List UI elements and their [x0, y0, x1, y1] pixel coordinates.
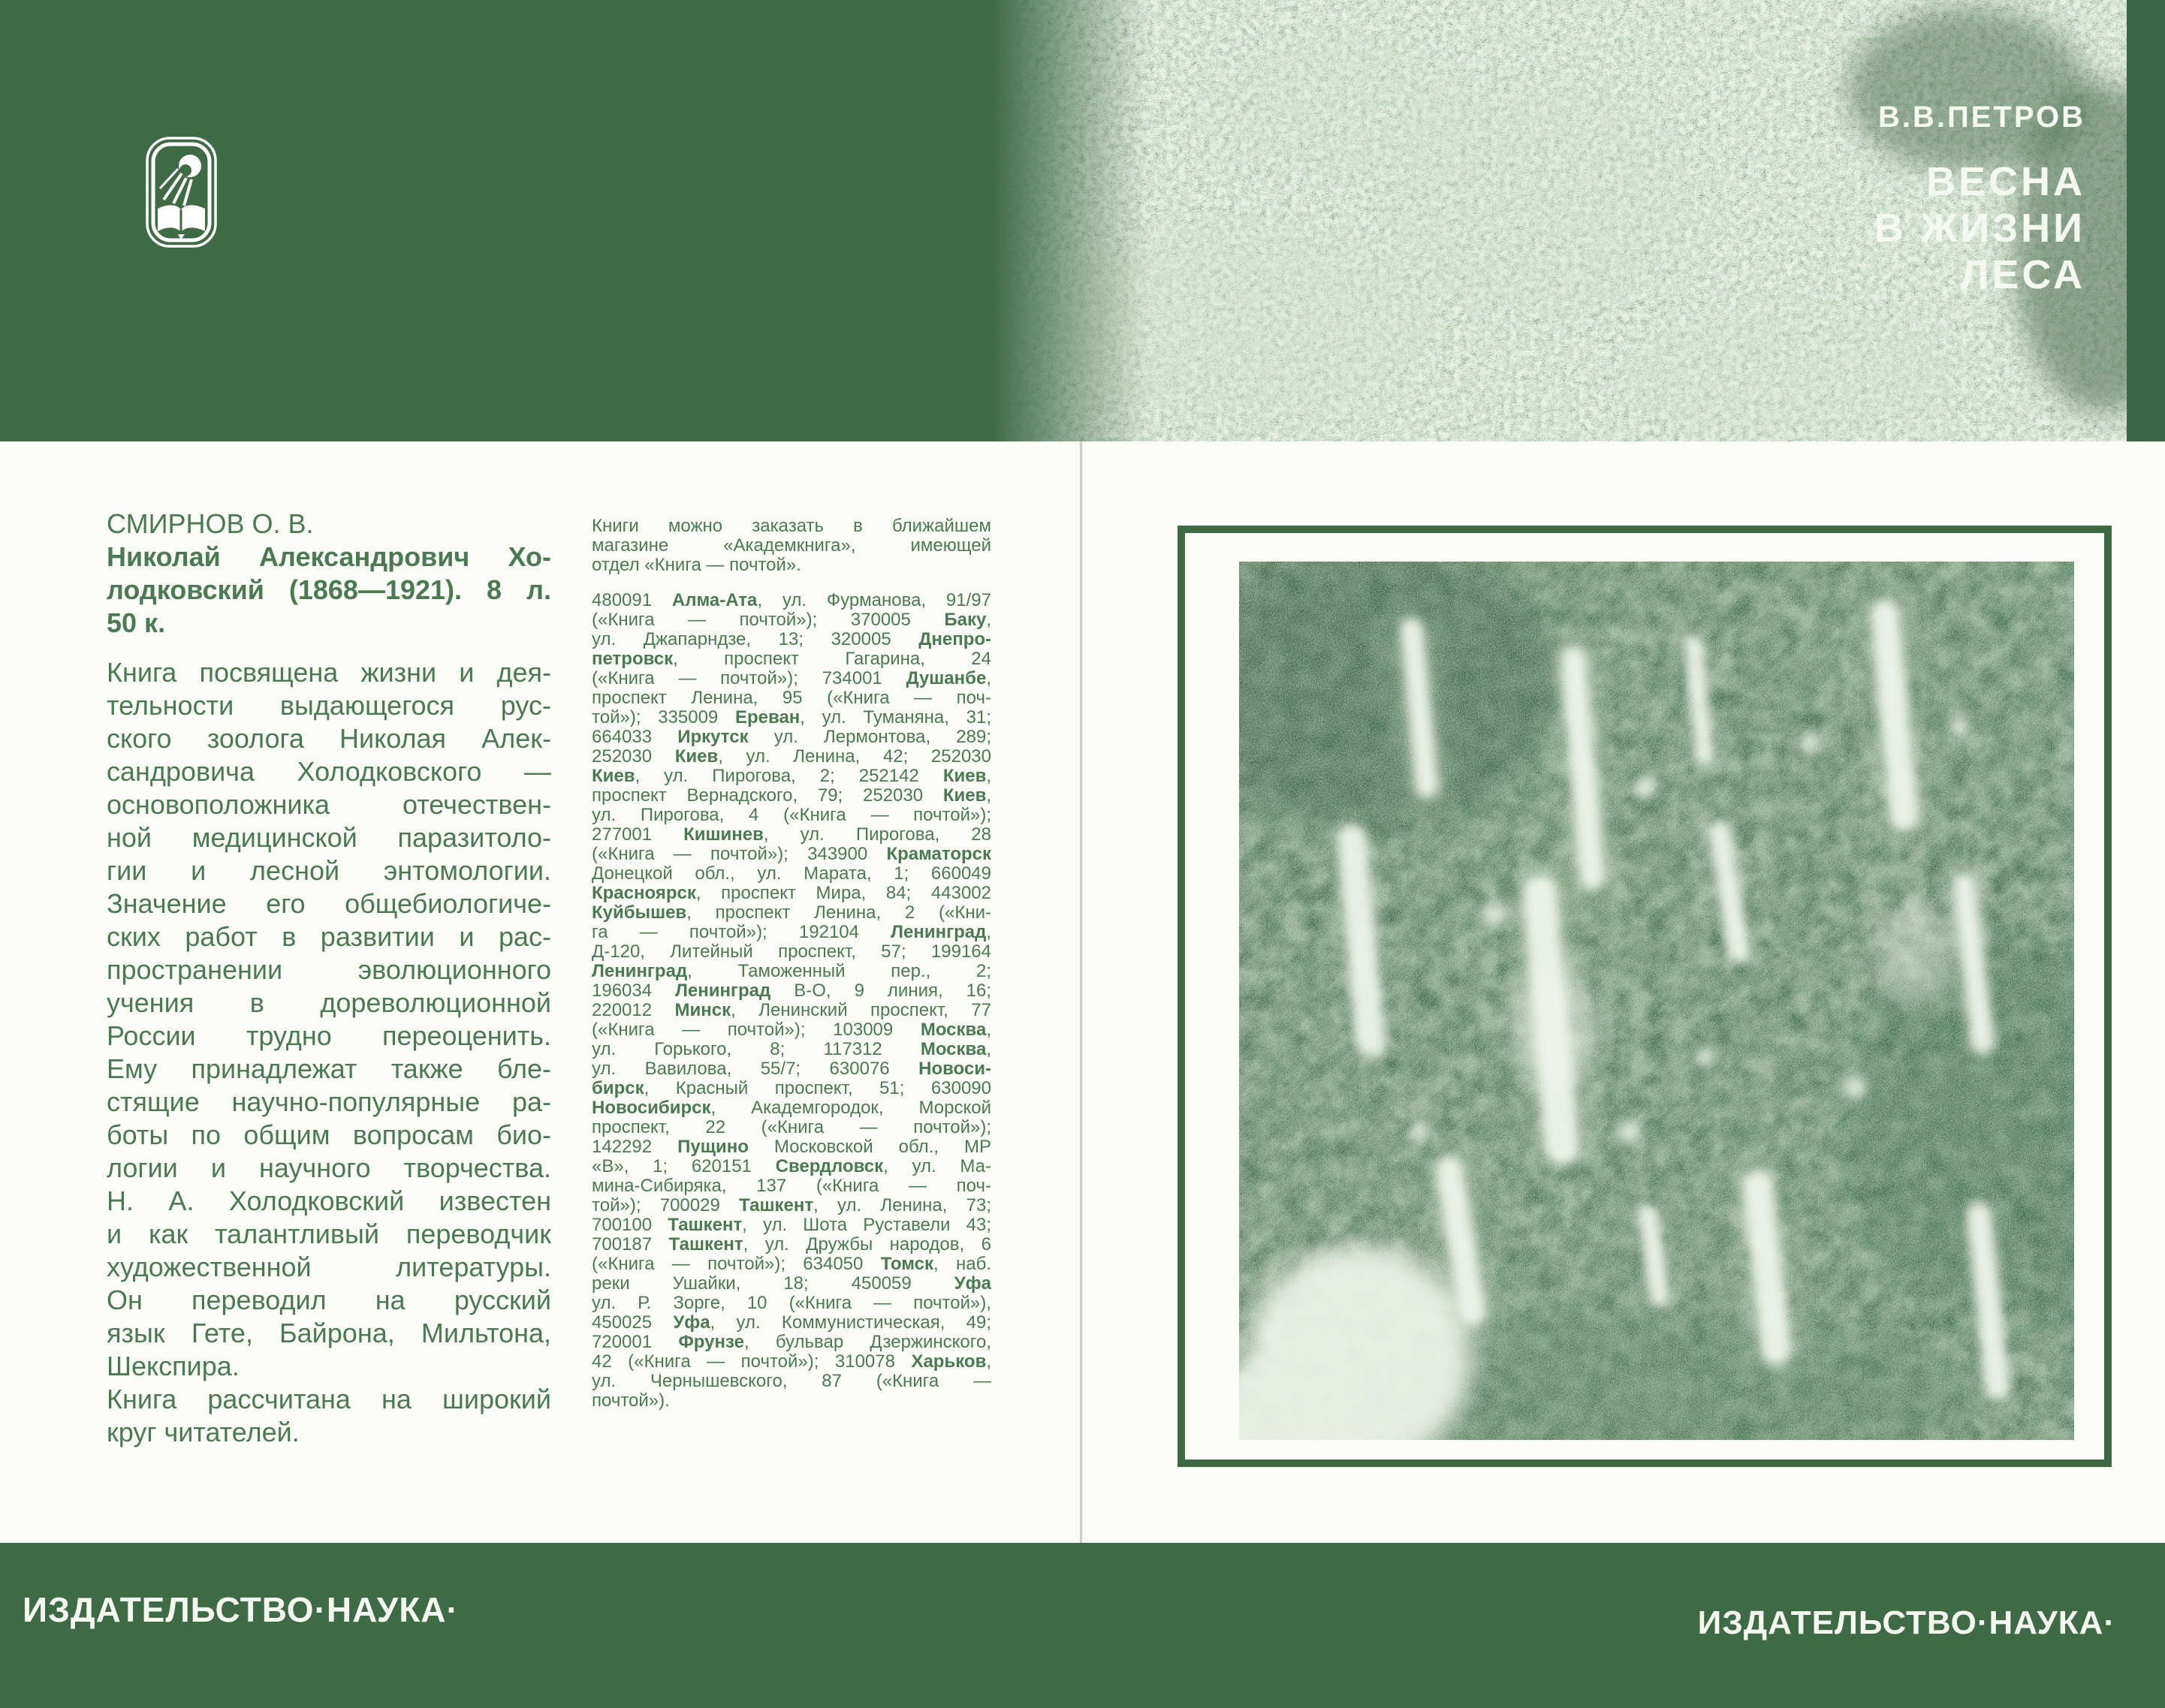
text-line: Значение его общебиологиче- — [107, 888, 551, 919]
text-line: 450025 Уфа, ул. Коммунистическая, 49; — [592, 1312, 991, 1333]
text-line: Куйбышев, проспект Ленина, 2 («Кни- — [592, 902, 991, 923]
nauka-logo-icon — [145, 136, 218, 249]
text-line: логии и научного творчества. — [107, 1152, 551, 1183]
text-line: учения в дореволюционной — [107, 987, 551, 1018]
text-line: («Книга — почтой»); 734001 Душанбе, — [592, 668, 991, 688]
text-line: «В», 1; 620151 Свердловск, ул. Ма- — [592, 1156, 991, 1176]
cover-title — [1874, 158, 2085, 298]
paragraph — [592, 591, 991, 1411]
text-line: Донецкой обл., ул. Марата, 1; 660049 — [592, 863, 991, 884]
text-line: Красноярск, проспект Мира, 84; 443002 — [592, 883, 991, 903]
text-line: боты по общим вопросам био- — [107, 1119, 551, 1150]
back-cover-left-column — [107, 508, 551, 1449]
text-line: стящие научно-популярные ра- — [107, 1086, 551, 1117]
spine-crease-line — [1080, 439, 1082, 1543]
text-line: язык Гете, Байрона, Мильтона, — [107, 1318, 551, 1348]
text-line: ских работ в развитии и рас- — [107, 921, 551, 952]
text-line: Д-120, Литейный проспект, 57; 199164 — [592, 941, 991, 962]
text-line: сандровича Холодковского — — [107, 756, 551, 787]
text-line: 42 («Книга — почтой»); 310078 Харьков, — [592, 1351, 991, 1372]
back-cover-address-column — [592, 517, 991, 1411]
text-line: Новосибирск, Академгородок, Морской — [592, 1098, 991, 1118]
text-line: тельности выдающегося рус- — [107, 690, 551, 721]
paragraph — [107, 656, 551, 1383]
text-line: ул. Вавилова, 55/7; 630076 Новоси- — [592, 1059, 991, 1079]
text-line: («Книга — почтой»); 343900 Краматорск — [592, 844, 991, 864]
cover-title-line: ВЕСНА — [1925, 159, 2085, 204]
text-line: ул. Джапарндзе, 13; 320005 Днепро- — [592, 629, 991, 649]
text-line: почтой»). — [592, 1390, 670, 1411]
flower-photo — [1239, 562, 2074, 1440]
text-line: Он переводил на русский — [107, 1285, 551, 1315]
text-line: круг читателей. — [107, 1417, 300, 1447]
text-line: и как талантливый переводчик — [107, 1218, 551, 1249]
text-line: мина-Сибиряка, 137 («Книга — поч- — [592, 1176, 991, 1196]
text-line: проспект Ленина, 95 («Книга — поч- — [592, 688, 991, 708]
text-line: лодковский (1868—1921). 8 л. — [107, 574, 551, 605]
text-line: га — почтой»); 192104 Ленинград, — [592, 922, 991, 942]
text-line: 700187 Ташкент, ул. Дружбы народов, 6 — [592, 1234, 991, 1255]
text-line: ул. Горького, 8; 117312 Москва, — [592, 1039, 991, 1059]
text-line: художественной литературы. — [107, 1252, 551, 1282]
text-line: той»); 335009 Ереван, ул. Туманяна, 31; — [592, 707, 992, 727]
text-line: той»); 700029 Ташкент, ул. Ленина, 73; — [592, 1195, 991, 1215]
text-line: Н. А. Холодковский известен — [107, 1185, 551, 1216]
text-line: ского зоолога Николая Алек- — [107, 723, 551, 754]
text-line: Ему принадлежат также бле- — [107, 1053, 551, 1084]
text-line: 50 к. — [107, 607, 166, 638]
front-cover-title-block — [1874, 101, 2085, 298]
text-line: («Книга — почтой»); 103009 Москва, — [592, 1020, 991, 1040]
text-line: Киев, ул. Пирогова, 2; 252142 Киев, — [592, 766, 991, 786]
text-line: петровск, проспект Гагарина, 24 — [592, 649, 991, 669]
text-line: пространении эволюционного — [107, 954, 551, 985]
paragraph — [592, 517, 991, 575]
text-line: 220012 Минск, Ленинский проспект, 77 — [592, 1000, 991, 1020]
paragraph — [107, 1383, 551, 1449]
cover-author: В.В.ПЕТРОВ — [1877, 101, 2085, 134]
cover-title-line: ЛЕСА — [1960, 252, 2085, 297]
text-line: 480091 Алма-Ата, ул. Фурманова, 91/97 — [592, 590, 991, 610]
cover-title-line: В ЖИЗНИ — [1874, 206, 2085, 251]
text-line: 252030 Киев, ул. Ленина, 42; 252030 — [592, 746, 991, 767]
text-line: 720001 Фрунзе, бульвар Дзержинского, — [592, 1332, 991, 1352]
text-line: Ленинград, Таможенный пер., 2; — [592, 961, 991, 981]
paragraph — [107, 508, 551, 541]
text-line: основоположника отечествен- — [107, 789, 551, 820]
text-line: («Книга — почтой»); 370005 Баку, — [592, 610, 991, 630]
text-line: России трудно переоценить. — [107, 1020, 551, 1051]
text-line: 277001 Кишинев, ул. Пирогова, 28 — [592, 824, 991, 845]
text-line: ул. Пирогова, 4 («Книга — почтой»); — [592, 805, 991, 825]
texture-blend-gradient — [991, 0, 1149, 441]
text-line: магазине «Академкнига», имеющей — [592, 535, 991, 556]
text-line: реки Ушайки, 18; 450059 Уфа — [592, 1273, 991, 1294]
text-line: («Книга — почтой»); 634050 Томск, наб. — [592, 1254, 991, 1274]
text-line: 664033 Иркутск ул. Лермонтова, 289; — [592, 727, 991, 747]
text-line: бирск, Красный проспект, 51; 630090 — [592, 1078, 991, 1098]
text-line: Книги можно заказать в ближайшем — [592, 516, 991, 536]
text-line: 196034 Ленинград В-О, 9 линия, 16; — [592, 981, 991, 1001]
text-line: отдел «Книга — почтой». — [592, 555, 801, 575]
text-line: Николай Александрович Хо- — [107, 541, 551, 572]
text-line: Шекспира. — [107, 1351, 240, 1381]
text-line: Книга рассчитана на широкий — [107, 1384, 551, 1414]
top-green-band — [0, 0, 2165, 441]
text-line: 142292 Пущино Московской обл., МР — [592, 1137, 991, 1157]
text-line: ной медицинской паразитоло- — [107, 822, 551, 853]
footer-green-band — [0, 1543, 2165, 1708]
publisher-name-left: ИЗДАТЕЛЬСТВО·НАУКА· — [23, 1590, 459, 1629]
paragraph — [107, 541, 551, 640]
text-line: 700100 Ташкент, ул. Шота Руставели 43; — [592, 1215, 991, 1235]
text-line: Книга посвящена жизни и дея- — [107, 657, 551, 688]
text-line: ул. Чернышевского, 87 («Книга — — [592, 1371, 991, 1391]
text-line: проспект, 22 («Книга — почтой»); — [592, 1117, 991, 1137]
text-line: проспект Вернадского, 79; 252030 Киев, — [592, 785, 991, 806]
text-line: ул. Р. Зорге, 10 («Книга — почтой»), — [592, 1293, 991, 1313]
text-line: гии и лесной энтомологии. — [107, 855, 551, 886]
text-line: СМИРНОВ О. В. — [107, 508, 314, 539]
publisher-name-right: ИЗДАТЕЛЬСТВО·НАУКА· — [1697, 1604, 2115, 1641]
